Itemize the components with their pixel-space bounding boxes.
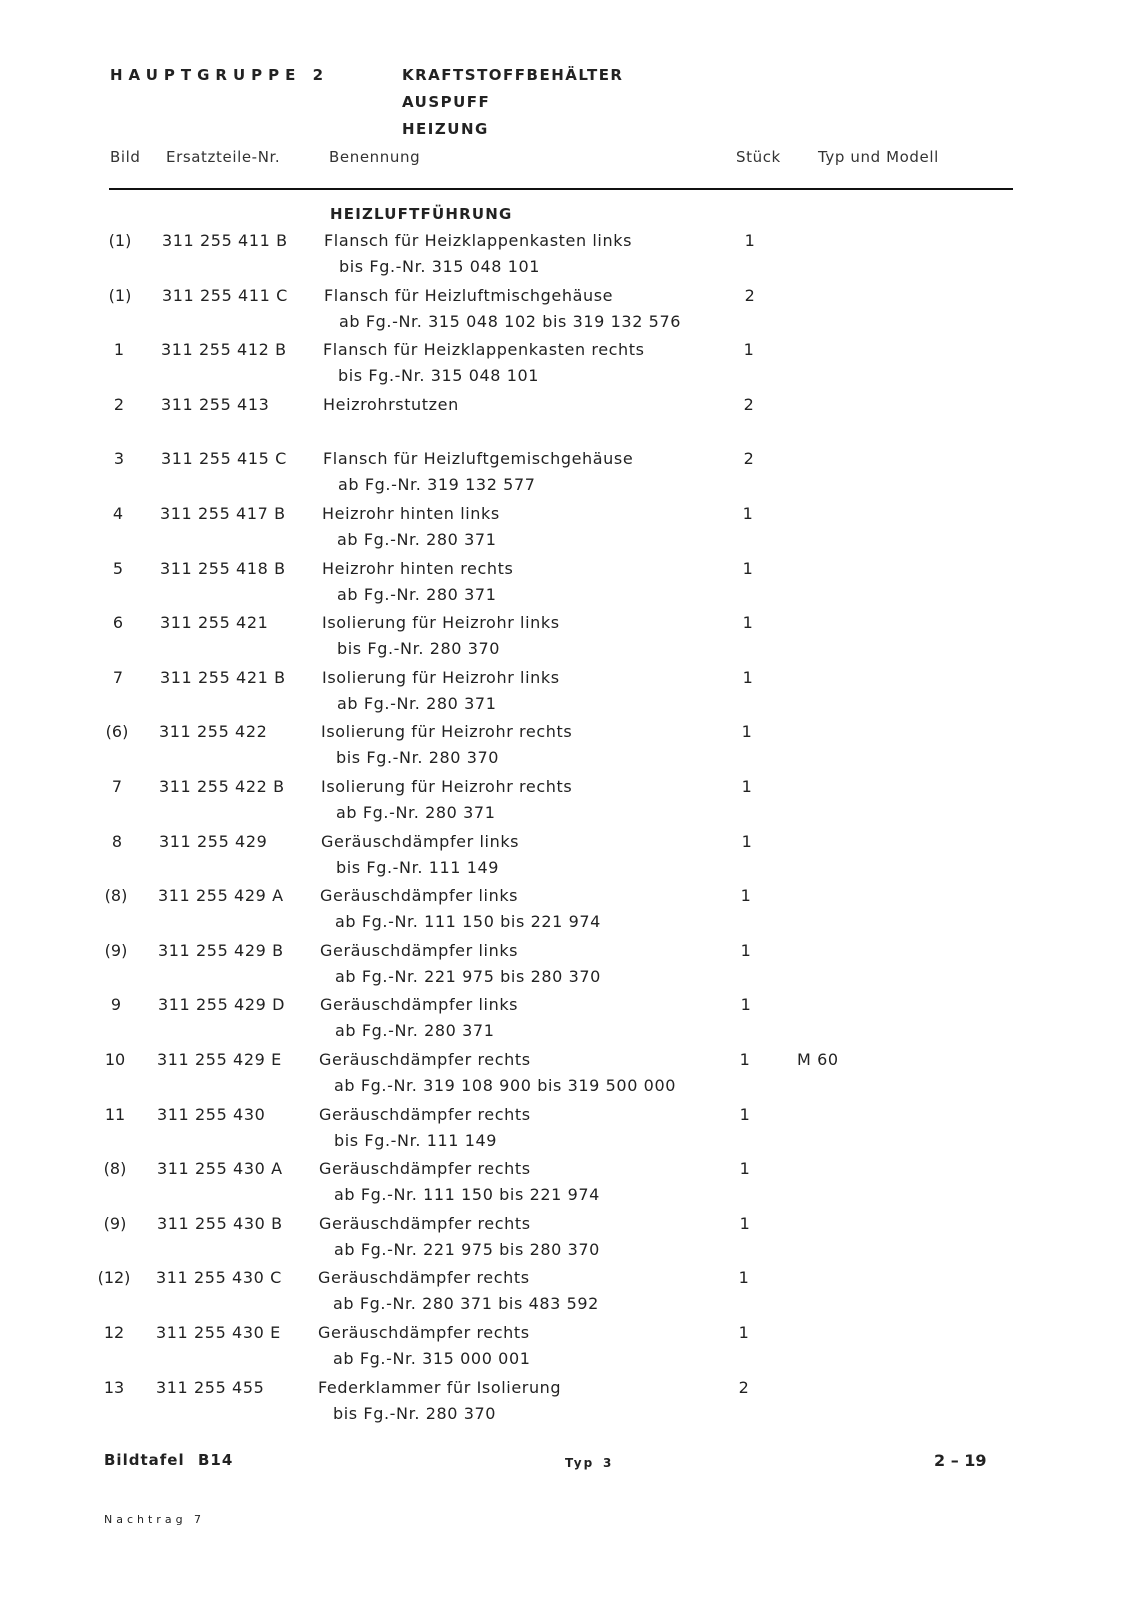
group-title-3: HEIZUNG bbox=[402, 120, 489, 138]
bild-number: 5 bbox=[112, 559, 124, 578]
quantity: 1 bbox=[742, 668, 754, 687]
chassis-range: bis Fg.-Nr. 280 370 bbox=[333, 1404, 497, 1423]
part-number: 311 255 429 bbox=[159, 832, 268, 851]
bild-number: (6) bbox=[105, 722, 129, 741]
part-number: 311 255 422 bbox=[159, 722, 268, 741]
column-header-quantity: Stück bbox=[736, 148, 781, 166]
part-name: Isolierung für Heizrohr links bbox=[322, 613, 560, 632]
part-number: 311 255 417 B bbox=[160, 504, 286, 523]
chassis-range: bis Fg.-Nr. 111 149 bbox=[336, 858, 500, 877]
quantity: 1 bbox=[739, 1159, 751, 1178]
bild-number: (1) bbox=[108, 286, 132, 305]
bild-number: (12) bbox=[97, 1268, 131, 1287]
bild-number: 12 bbox=[103, 1323, 125, 1342]
chassis-range: ab Fg.-Nr. 111 150 bis 221 974 bbox=[334, 1185, 600, 1204]
bild-number: 7 bbox=[112, 668, 124, 687]
part-number: 311 255 415 C bbox=[161, 449, 287, 468]
quantity: 1 bbox=[741, 722, 753, 741]
quantity: 1 bbox=[738, 1268, 750, 1287]
chassis-range: ab Fg.-Nr. 280 371 bis 483 592 bbox=[333, 1294, 599, 1313]
part-name: Heizrohr hinten rechts bbox=[322, 559, 514, 578]
footer-page-number: 2 – 19 bbox=[934, 1451, 987, 1470]
part-name: Geräuschdämpfer rechts bbox=[318, 1268, 530, 1287]
quantity: 2 bbox=[743, 449, 755, 468]
quantity: 2 bbox=[743, 395, 755, 414]
type-model: M 60 bbox=[797, 1050, 839, 1069]
footer-typ-value: 3 bbox=[603, 1456, 612, 1470]
bild-number: 7 bbox=[111, 777, 123, 796]
footer-bildtafel-value: B14 bbox=[198, 1451, 234, 1469]
part-number: 311 255 411 B bbox=[162, 231, 288, 250]
quantity: 1 bbox=[741, 777, 753, 796]
bild-number: 2 bbox=[113, 395, 125, 414]
part-name: Flansch für Heizklappenkasten links bbox=[324, 231, 633, 250]
quantity: 1 bbox=[744, 231, 756, 250]
part-name: Geräuschdämpfer links bbox=[320, 941, 519, 960]
part-number: 311 255 455 bbox=[156, 1378, 265, 1397]
chassis-range: bis Fg.-Nr. 280 370 bbox=[336, 748, 500, 767]
bild-number: 6 bbox=[112, 613, 124, 632]
quantity: 1 bbox=[740, 941, 752, 960]
chassis-range: ab Fg.-Nr. 315 000 001 bbox=[333, 1349, 531, 1368]
part-name: Heizrohr hinten links bbox=[322, 504, 500, 523]
footer-supplement: Nachtrag 7 bbox=[104, 1513, 206, 1526]
chassis-range: ab Fg.-Nr. 280 371 bbox=[337, 585, 497, 604]
part-number: 311 255 430 A bbox=[157, 1159, 283, 1178]
chassis-range: bis Fg.-Nr. 315 048 101 bbox=[339, 257, 541, 276]
bild-number: 9 bbox=[110, 995, 122, 1014]
chassis-range: ab Fg.-Nr. 221 975 bis 280 370 bbox=[334, 1240, 600, 1259]
quantity: 1 bbox=[739, 1105, 751, 1124]
bild-number: 1 bbox=[113, 340, 125, 359]
column-header-bild: Bild bbox=[110, 148, 141, 166]
part-number: 311 255 413 bbox=[161, 395, 270, 414]
quantity: 1 bbox=[743, 340, 755, 359]
chassis-range: ab Fg.-Nr. 280 371 bbox=[335, 1021, 495, 1040]
bild-number: (9) bbox=[103, 1214, 127, 1233]
main-group-label: HAUPTGRUPPE 2 bbox=[110, 66, 330, 84]
chassis-range: ab Fg.-Nr. 315 048 102 bis 319 132 576 bbox=[339, 312, 682, 331]
part-number: 311 255 430 bbox=[157, 1105, 266, 1124]
bild-number: 11 bbox=[104, 1105, 126, 1124]
quantity: 1 bbox=[739, 1050, 751, 1069]
chassis-range: bis Fg.-Nr. 111 149 bbox=[334, 1131, 498, 1150]
group-title-2: AUSPUFF bbox=[402, 93, 491, 111]
quantity: 2 bbox=[738, 1378, 750, 1397]
chassis-range: bis Fg.-Nr. 280 370 bbox=[337, 639, 501, 658]
quantity: 1 bbox=[742, 559, 754, 578]
quantity: 1 bbox=[738, 1323, 750, 1342]
part-number: 311 255 430 B bbox=[157, 1214, 283, 1233]
bild-number: (9) bbox=[104, 941, 128, 960]
part-name: Federklammer für Isolierung bbox=[318, 1378, 562, 1397]
chassis-range: ab Fg.-Nr. 221 975 bis 280 370 bbox=[335, 967, 601, 986]
part-name: Flansch für Heizklappenkasten rechts bbox=[323, 340, 645, 359]
bild-number: 8 bbox=[111, 832, 123, 851]
part-number: 311 255 429 A bbox=[158, 886, 284, 905]
part-name: Geräuschdämpfer rechts bbox=[319, 1214, 531, 1233]
header-divider bbox=[109, 188, 1013, 190]
part-name: Geräuschdämpfer rechts bbox=[319, 1050, 531, 1069]
bild-number: (8) bbox=[103, 1159, 127, 1178]
quantity: 1 bbox=[742, 613, 754, 632]
column-header-part-number: Ersatzteile-Nr. bbox=[166, 148, 281, 166]
part-number: 311 255 430 C bbox=[156, 1268, 282, 1287]
bild-number: 4 bbox=[112, 504, 124, 523]
quantity: 1 bbox=[742, 504, 754, 523]
bild-number: 10 bbox=[104, 1050, 126, 1069]
part-name: Heizrohrstutzen bbox=[323, 395, 459, 414]
part-name: Geräuschdämpfer links bbox=[321, 832, 520, 851]
bild-number: 13 bbox=[103, 1378, 125, 1397]
part-name: Geräuschdämpfer links bbox=[320, 886, 519, 905]
bild-number: (8) bbox=[104, 886, 128, 905]
section-title: HEIZLUFTFÜHRUNG bbox=[330, 205, 513, 223]
part-number: 311 255 429 E bbox=[157, 1050, 282, 1069]
column-header-name: Benennung bbox=[329, 148, 421, 166]
group-title-1: KRAFTSTOFFBEHÄLTER bbox=[402, 66, 624, 84]
part-name: Geräuschdämpfer rechts bbox=[318, 1323, 530, 1342]
column-header-type-model: Typ und Modell bbox=[818, 148, 939, 166]
part-name: Flansch für Heizluftmischgehäuse bbox=[324, 286, 614, 305]
part-name: Isolierung für Heizrohr rechts bbox=[321, 777, 573, 796]
chassis-range: ab Fg.-Nr. 319 108 900 bis 319 500 000 bbox=[334, 1076, 677, 1095]
part-number: 311 255 411 C bbox=[162, 286, 288, 305]
part-number: 311 255 429 B bbox=[158, 941, 284, 960]
part-number: 311 255 429 D bbox=[158, 995, 285, 1014]
footer-bildtafel-label: Bildtafel bbox=[104, 1451, 185, 1469]
part-number: 311 255 430 E bbox=[156, 1323, 281, 1342]
part-name: Flansch für Heizluftgemischgehäuse bbox=[323, 449, 634, 468]
quantity: 2 bbox=[744, 286, 756, 305]
chassis-range: ab Fg.-Nr. 280 371 bbox=[337, 530, 497, 549]
chassis-range: ab Fg.-Nr. 319 132 577 bbox=[338, 475, 536, 494]
bild-number: 3 bbox=[113, 449, 125, 468]
part-number: 311 255 421 bbox=[160, 613, 269, 632]
part-name: Isolierung für Heizrohr links bbox=[322, 668, 560, 687]
chassis-range: ab Fg.-Nr. 280 371 bbox=[337, 694, 497, 713]
chassis-range: bis Fg.-Nr. 315 048 101 bbox=[338, 366, 540, 385]
part-name: Geräuschdämpfer rechts bbox=[319, 1105, 531, 1124]
part-number: 311 255 422 B bbox=[159, 777, 285, 796]
bild-number: (1) bbox=[108, 231, 132, 250]
part-number: 311 255 421 B bbox=[160, 668, 286, 687]
part-number: 311 255 412 B bbox=[161, 340, 287, 359]
quantity: 1 bbox=[741, 832, 753, 851]
part-number: 311 255 418 B bbox=[160, 559, 286, 578]
part-name: Geräuschdämpfer rechts bbox=[319, 1159, 531, 1178]
quantity: 1 bbox=[740, 886, 752, 905]
part-name: Geräuschdämpfer links bbox=[320, 995, 519, 1014]
quantity: 1 bbox=[740, 995, 752, 1014]
part-name: Isolierung für Heizrohr rechts bbox=[321, 722, 573, 741]
quantity: 1 bbox=[739, 1214, 751, 1233]
chassis-range: ab Fg.-Nr. 280 371 bbox=[336, 803, 496, 822]
chassis-range: ab Fg.-Nr. 111 150 bis 221 974 bbox=[335, 912, 601, 931]
footer-typ-label: Typ bbox=[565, 1456, 595, 1470]
